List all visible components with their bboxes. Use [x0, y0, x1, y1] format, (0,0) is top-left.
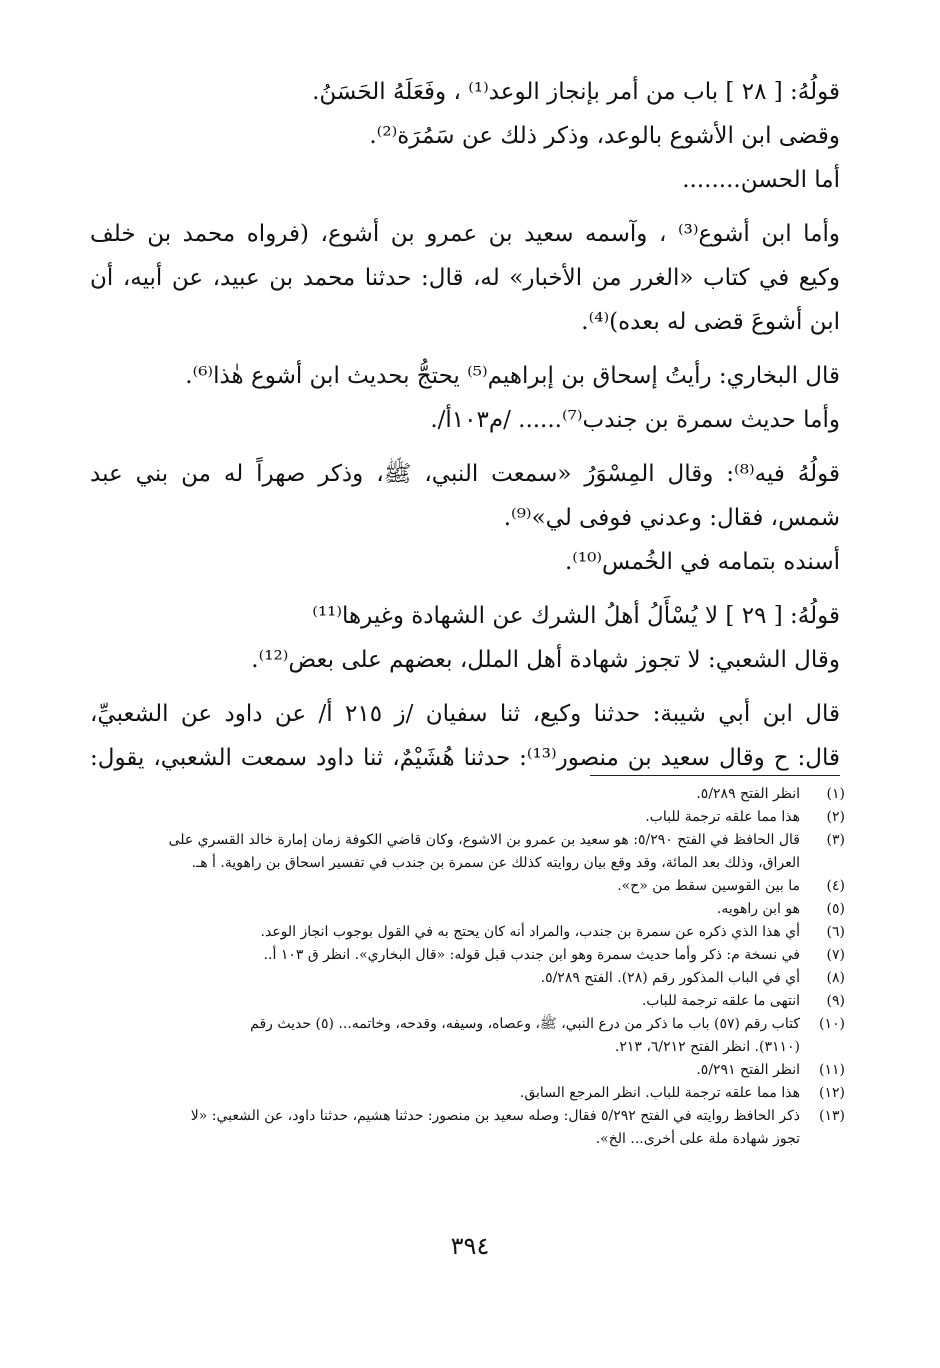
text-line: وكيع في كتاب «الغرر من الأخبار» له، قال: حدثنا محمد بن عبيد، عن أبيه، أن: [90, 265, 840, 291]
footnote: [105, 1059, 845, 1082]
footnote: [105, 806, 845, 829]
footnote-number: (٧): [826, 947, 845, 963]
text-line: قولُهُ: [ ٢٨ ] باب من أمر بإنجاز الوعد⁽¹⁾ ، وفَعَلَهُ الحَسَنُ.: [312, 79, 840, 105]
footnote: [105, 1082, 845, 1105]
footnote-text: [105, 783, 800, 806]
text-line: قولُهُ فيه⁽⁸⁾: وقال المِسْوَرُ «سمعت النبي، ﷺ، وذكر صهراً له من بني عبد: [90, 461, 840, 487]
footnote-line: ذكر الحافظ روايته في الفتح ٥/٢٩٢ فقال: وصله سعيد بن منصور: حدثنا هشيم، حدثنا داود، عن الشعبي: «لا: [190, 1108, 800, 1124]
footnote-number: (٤): [826, 878, 845, 894]
footnote-text: [105, 1105, 800, 1151]
footnote-text: [105, 990, 800, 1013]
footnote-text: [105, 944, 800, 967]
footnotes: [105, 783, 845, 1151]
footnote-text: [105, 806, 800, 829]
text-line: قال: ح وقال سعيد بن منصور⁽¹³⁾: حدثنا هُشَيْمٌ، ثنا داود سمعت الشعبي، يقول:: [90, 745, 840, 771]
main-text: [90, 70, 840, 780]
footnote: [105, 1013, 845, 1059]
footnote-number: (١): [826, 786, 845, 802]
footnote-line: (٣١١٠). انظر الفتح ٦/٢١٢، ٢١٣.: [614, 1039, 800, 1055]
footnote-line: هذا مما علقه ترجمة للباب.: [645, 809, 800, 825]
footnote-number: (٨): [826, 970, 845, 986]
footnote-text: [105, 875, 800, 898]
text-line: وقال الشعبي: لا تجوز شهادة أهل الملل، بعضهم على بعض⁽¹²⁾.: [251, 647, 840, 673]
footnote-line: تجوز شهادة ملة على أخرى... الخ».: [595, 1131, 800, 1147]
footnote-text: [105, 1059, 800, 1082]
footnote-number: (٣): [826, 832, 845, 848]
footnote-text: [105, 1013, 800, 1059]
footnote-line: أي هذا الذي ذكره عن سمرة بن جندب، والمراد أنه كان يحتج به في القول بوجوب انجاز الوعد.: [260, 924, 800, 940]
footnote-line: انظر الفتح ٥/٢٨٩.: [696, 786, 800, 802]
text-line: ابن أشوعَ قضى له بعده)⁽⁴⁾.: [581, 309, 840, 335]
text-line: وأما ابن أشوع⁽³⁾ ، وآسمه سعيد بن عمرو بن أشوع، (فرواه محمد بن خلف: [90, 221, 840, 247]
footnote: [105, 783, 845, 806]
text-line: قال ابن أبي شيبة: حدثنا وكيع، ثنا سفيان /ز ٢١٥ أ/ عن داود عن الشعبيِّ،: [90, 701, 840, 727]
text-line: شمس، فقال: وعدني فوفى لي»⁽⁹⁾.: [503, 505, 840, 531]
footnote-line: أي في الباب المذكور رقم (٢٨). الفتح ٥/٢٨٩.: [540, 970, 800, 986]
footnote-text: [105, 921, 800, 944]
footnote: [105, 944, 845, 967]
footnote-line: في نسخة م: ذكر وأما حديث سمرة وهو ابن جندب قبل قوله: «قال البخاري». انظر ق ١٠٣ أ..: [263, 947, 800, 963]
footnote-number: (١٢): [819, 1085, 845, 1101]
footnote-line: قال الحافظ في الفتح ٥/٢٩٠: هو سعيد بن عمرو بن الاشوع، وكان قاضي الكوفة زمان إمارة خالد القسري على: [168, 832, 800, 848]
footnote: [105, 875, 845, 898]
footnote-text: [105, 829, 800, 875]
footnote: [105, 898, 845, 921]
text-line: أسنده بتمامه في الخُمس⁽¹⁰⁾.: [564, 549, 840, 575]
text-line: قال البخاري: رأيتُ إسحاق بن إبراهيم⁽⁵⁾ يحتجُّ بحديث ابن أشوع هٰذا⁽⁶⁾.: [185, 363, 840, 389]
footnote-number: (١٣): [819, 1108, 845, 1124]
footnote-line: هو ابن راهويه.: [716, 901, 800, 917]
footnote-line: انتهى ما علقه ترجمة للباب.: [641, 993, 800, 1009]
footnote-line: العراق، وذلك بعد المائة، وقد وقع بيان روايته كذلك عن سمرة بن جندب في تفسير اسحاق بن راهوية. أ هـ.: [191, 855, 800, 871]
footnote-line: كتاب رقم (٥٧) باب ما ذكر من درع النبي، ﷺ، وعصاه، وسيفه، وقدحه، وخاتمه... (٥) حديث رقم: [250, 1016, 800, 1032]
text-line: وقضى ابن الأشوع بالوعد، وذكر ذلك عن سَمُرَة⁽²⁾.: [369, 123, 840, 149]
text-line: وأما حديث سمرة بن جندب⁽⁷⁾...... /م١٠٣أ/.: [430, 407, 840, 433]
footnote-text: [105, 1082, 800, 1105]
footnote: [105, 967, 845, 990]
footnote: [105, 829, 845, 875]
footnote-separator: [590, 775, 840, 776]
footnote-text: [105, 898, 800, 921]
footnote-line: انظر الفتح ٥/٢٩١.: [696, 1062, 800, 1078]
footnote-line: هذا مما علقه ترجمة للباب. انظر المرجع السابق.: [519, 1085, 800, 1101]
footnote-number: (٥): [826, 901, 845, 917]
footnote-text: [105, 967, 800, 990]
footnote: [105, 921, 845, 944]
footnote: [105, 990, 845, 1013]
page-number: ٣٩٤: [450, 1232, 490, 1260]
footnote-number: (٢): [826, 809, 845, 825]
footnote: [105, 1105, 845, 1151]
footnote-number: (٦): [826, 924, 845, 940]
footnote-line: ما بين القوسين سقط من «ح».: [617, 878, 800, 894]
footnote-number: (١٠): [819, 1016, 845, 1032]
text-line: قولُهُ: [ ٢٩ ] لا يُسْأَلُ أهلُ الشرك عن الشهادة وغيرها⁽¹¹⁾: [312, 603, 840, 629]
footnote-number: (٩): [826, 993, 845, 1009]
footnote-number: (١١): [819, 1062, 845, 1078]
text-line: أما الحسن........: [682, 167, 840, 193]
